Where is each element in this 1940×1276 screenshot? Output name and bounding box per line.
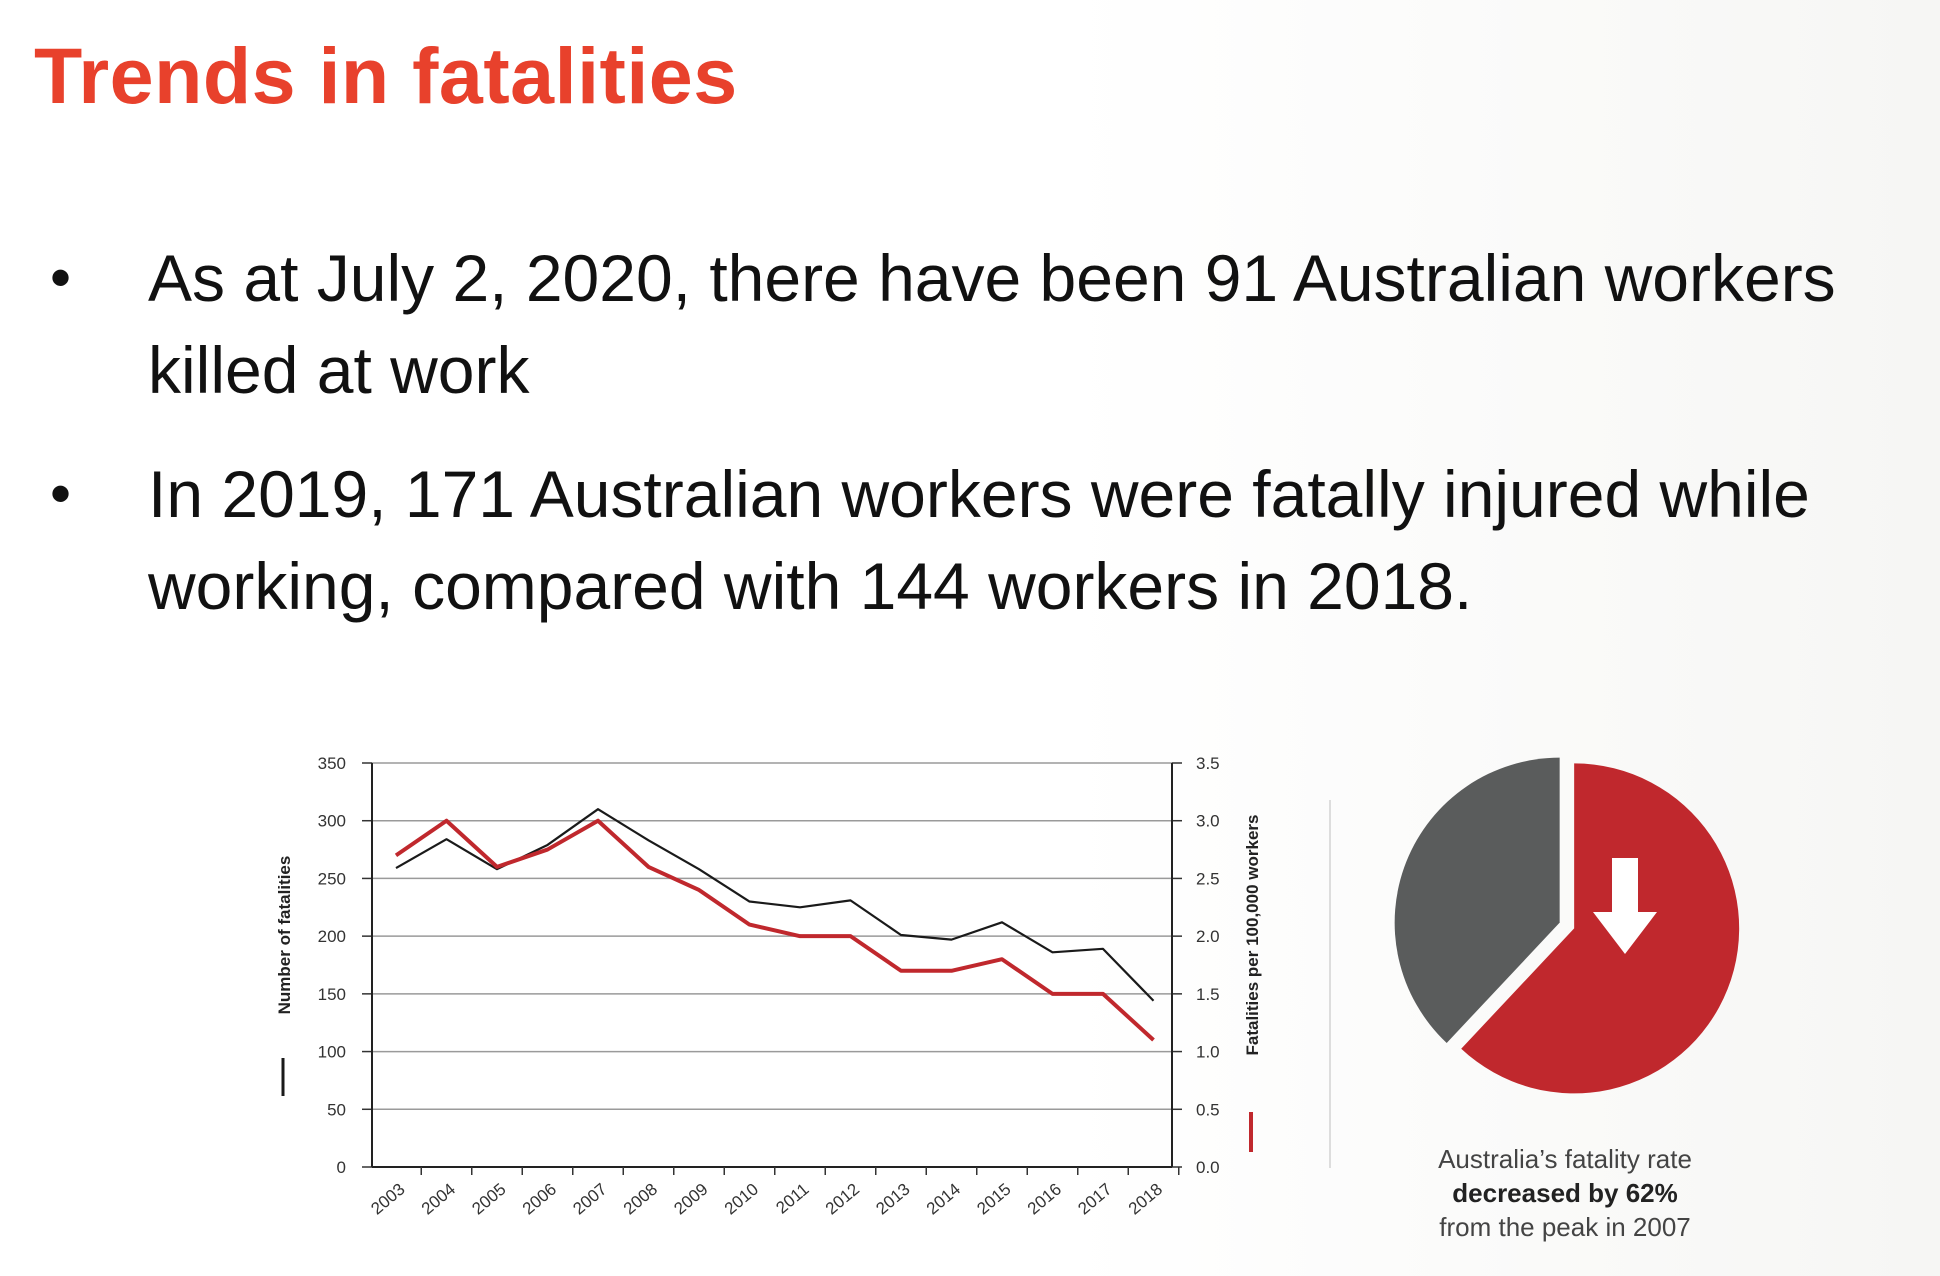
- y-tick-label: 200: [317, 927, 346, 947]
- y-tick-label: 250: [317, 869, 346, 889]
- x-tick-label: 2006: [518, 1179, 561, 1219]
- x-tick-label: 2014: [922, 1179, 965, 1219]
- x-tick-label: 2013: [872, 1179, 914, 1219]
- x-tick-label: 2005: [468, 1179, 510, 1219]
- y-tick-label: 300: [317, 811, 346, 831]
- x-tick-label: 2003: [367, 1179, 409, 1219]
- y-tick-label: 50: [327, 1100, 346, 1120]
- y-tick-label: 100: [317, 1042, 346, 1062]
- caption-line-2: decreased by 62%: [1452, 1178, 1678, 1208]
- x-tick-label: 2009: [670, 1179, 712, 1219]
- y2-tick-label: 2.0: [1196, 927, 1220, 947]
- series-line-rate: [396, 821, 1154, 1040]
- y2-tick-label: 0.0: [1196, 1158, 1220, 1177]
- caption-line-3: from the peak in 2007: [1439, 1212, 1691, 1242]
- series-line-count: [396, 809, 1154, 1001]
- x-tick-label: 2016: [1023, 1179, 1066, 1219]
- y2-tick-label: 2.5: [1196, 869, 1220, 889]
- y2-tick-label: 3.0: [1196, 811, 1220, 831]
- y2-tick-label: 1.5: [1196, 984, 1220, 1004]
- x-tick-label: 2018: [1124, 1179, 1167, 1219]
- caption-line-2-wrap: [1330, 1176, 1800, 1210]
- y2-tick-label: 3.5: [1196, 754, 1220, 773]
- bullet-text-workers-killed: As at July 2, 2020, there have been 91 Australian workers killed at work: [148, 241, 1836, 407]
- bullet-text-2019-comparison: In 2019, 171 Australian workers were fatally injured while working, compared with 144 workers in 2018.: [148, 457, 1810, 623]
- y2-tick-label: 0.5: [1196, 1100, 1220, 1120]
- x-tick-label: 2015: [973, 1179, 1015, 1219]
- x-tick-label: 2007: [569, 1179, 611, 1219]
- y-axis-title: Number of fatalities: [275, 855, 294, 1015]
- caption-line-1: Australia’s fatality rate: [1438, 1144, 1692, 1174]
- x-tick-label: 2008: [619, 1179, 662, 1219]
- x-tick-label: 2011: [772, 1179, 813, 1218]
- pie-caption: [1330, 1142, 1800, 1244]
- y2-tick-label: 1.0: [1196, 1042, 1220, 1062]
- y-tick-label: 350: [317, 754, 346, 773]
- bullet-dot: •: [50, 244, 72, 311]
- x-tick-label: 2010: [720, 1179, 763, 1219]
- x-tick-label: 2012: [821, 1179, 864, 1219]
- y-tick-label: 150: [317, 984, 346, 1004]
- y2-axis-title: Fatalities per 100,000 workers: [1243, 814, 1262, 1056]
- slide-title: Trends in fatalities: [34, 31, 738, 120]
- x-tick-label: 2004: [417, 1179, 460, 1219]
- bullet-dot: •: [50, 460, 72, 527]
- x-tick-label: 2017: [1074, 1179, 1116, 1219]
- y-tick-label: 0: [336, 1158, 346, 1177]
